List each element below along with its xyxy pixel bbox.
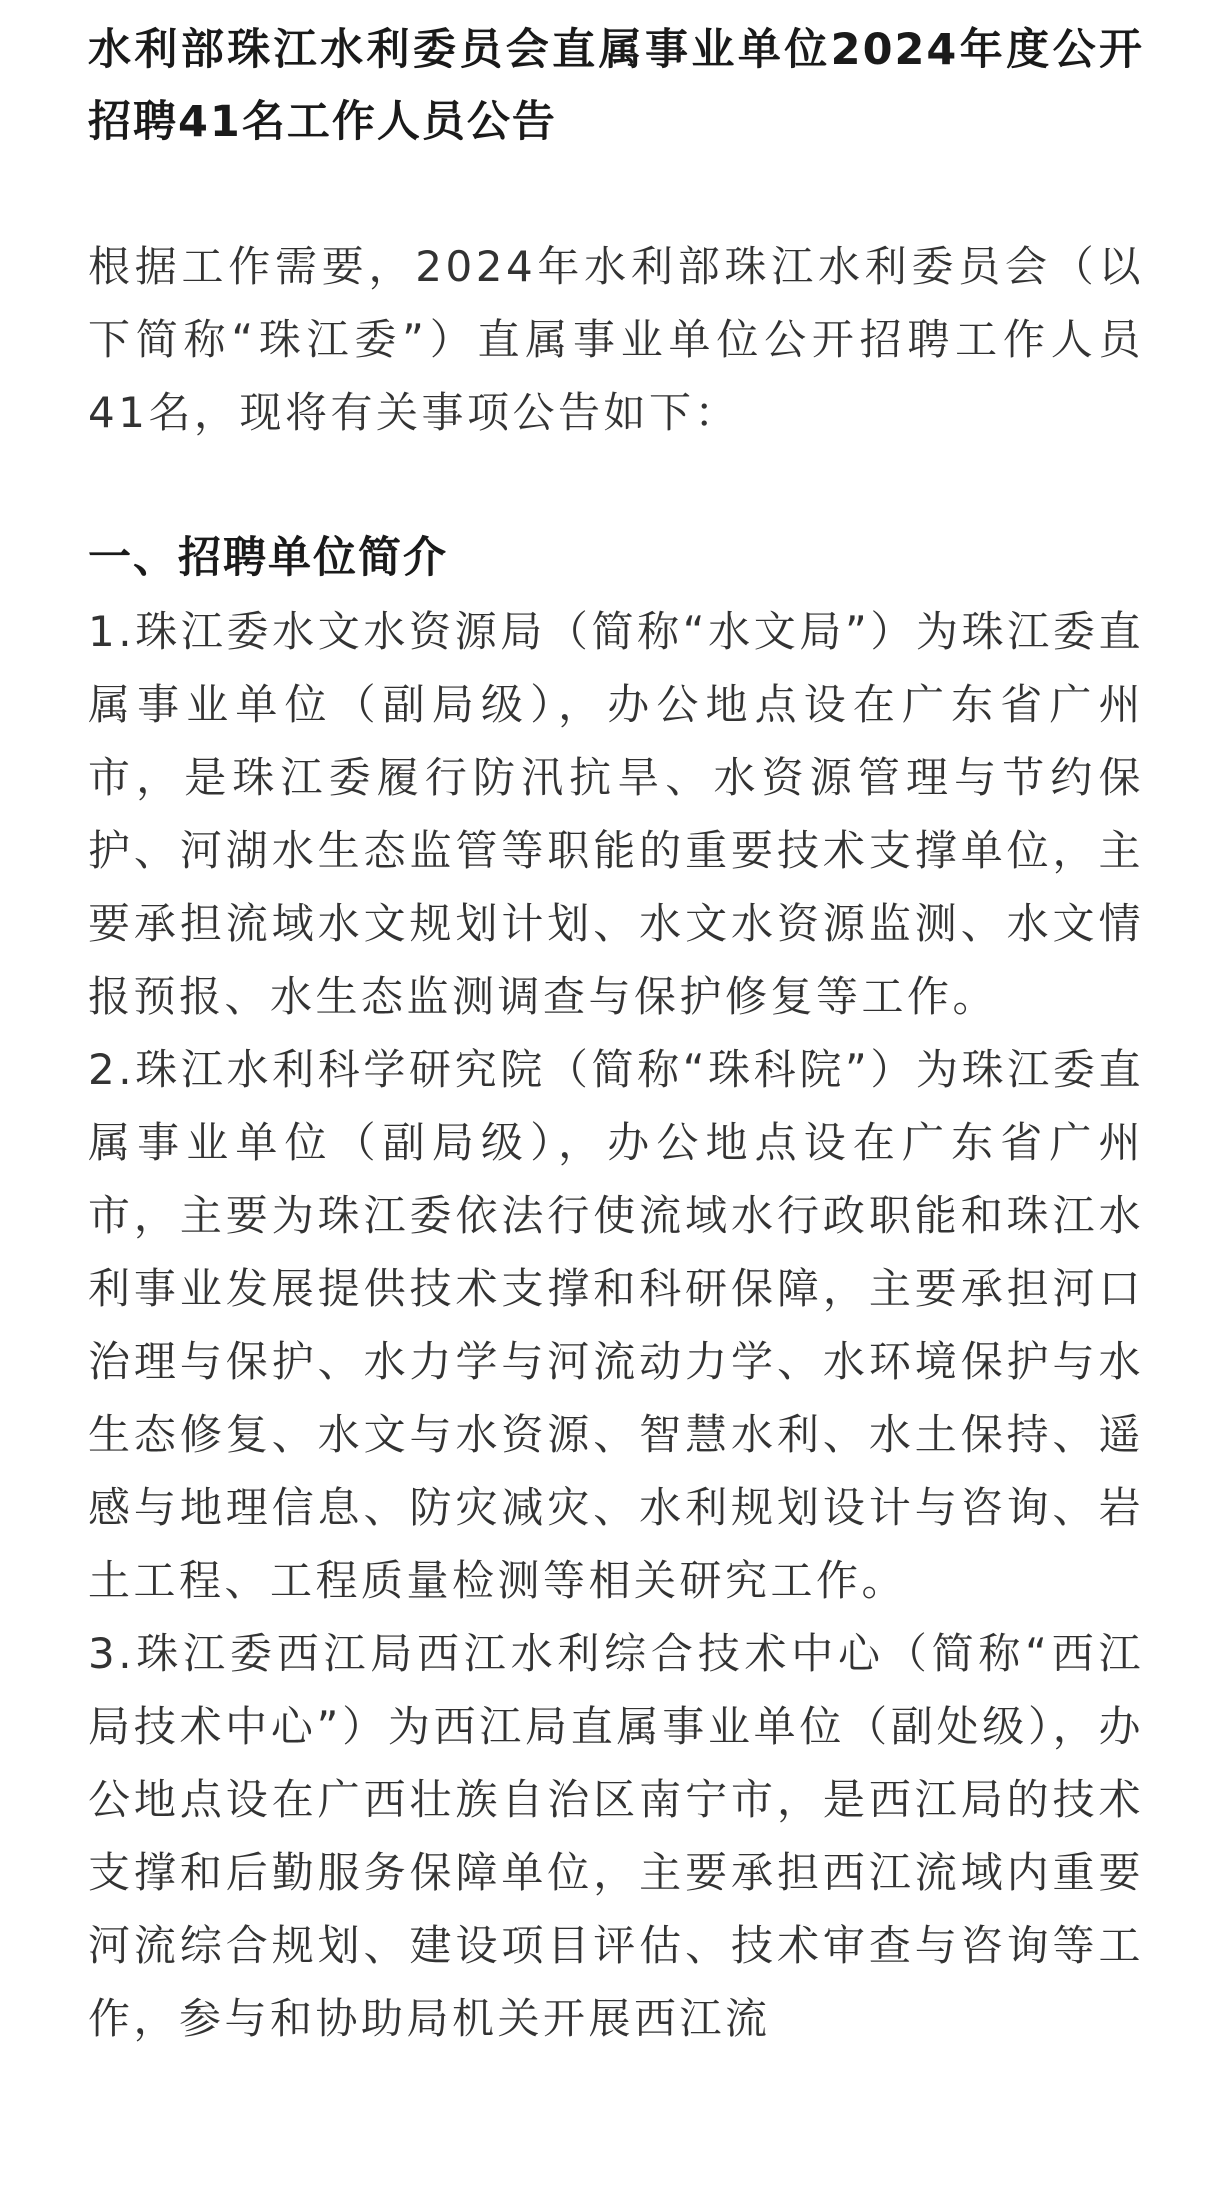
article-title: 水利部珠江水利委员会直属事业单位2024年度公开招聘41名工作人员公告 (88, 25, 1144, 147)
article (88, 0, 1144, 2055)
intro-paragraph: 根据工作需要，2024年水利部珠江水利委员会（以下简称“珠江委”）直属事业单位公开招聘工作人员41名，现将有关事项公告如下： (88, 242, 1144, 437)
unit-intro-hydrology-bureau: 1.珠江委水文水资源局（简称“水文局”）为珠江委直属事业单位（副局级），办公地点设在广东省广州市，是珠江委履行防汛抗旱、水资源管理与节约保护、河湖水生态监管等职能的重要技术支撑单位，主要承担流域水文规划计划、水文水资源监测、水文情报预报、水生态监测调查与保护修复等工作。 (88, 607, 1144, 1021)
unit-intro-research-institute: 2.珠江水利科学研究院（简称“珠科院”）为珠江委直属事业单位（副局级），办公地点设在广东省广州市，主要为珠江委依法行使流域水行政职能和珠江水利事业发展提供技术支撑和科研保障，主要承担河口治理与保护、水力学与河流动力学、水环境保护与水生态修复、水文与水资源、智慧水利、水土保持、遥感与地理信息、防灾减灾、水利规划设计与咨询、岩土工程、工程质量检测等相关研究工作。 (88, 1045, 1144, 1605)
unit-intro-xijiang-tech-center: 3.珠江委西江局西江水利综合技术中心（简称“西江局技术中心”）为西江局直属事业单位（副处级），办公地点设在广西壮族自治区南宁市，是西江局的技术支撑和后勤服务保障单位，主要承担西江流域内重要河流综合规划、建设项目评估、技术审查与咨询等工作，参与和协助局机关开展西江流 (88, 1629, 1144, 2043)
section-heading: 一、招聘单位简介 (88, 533, 448, 583)
